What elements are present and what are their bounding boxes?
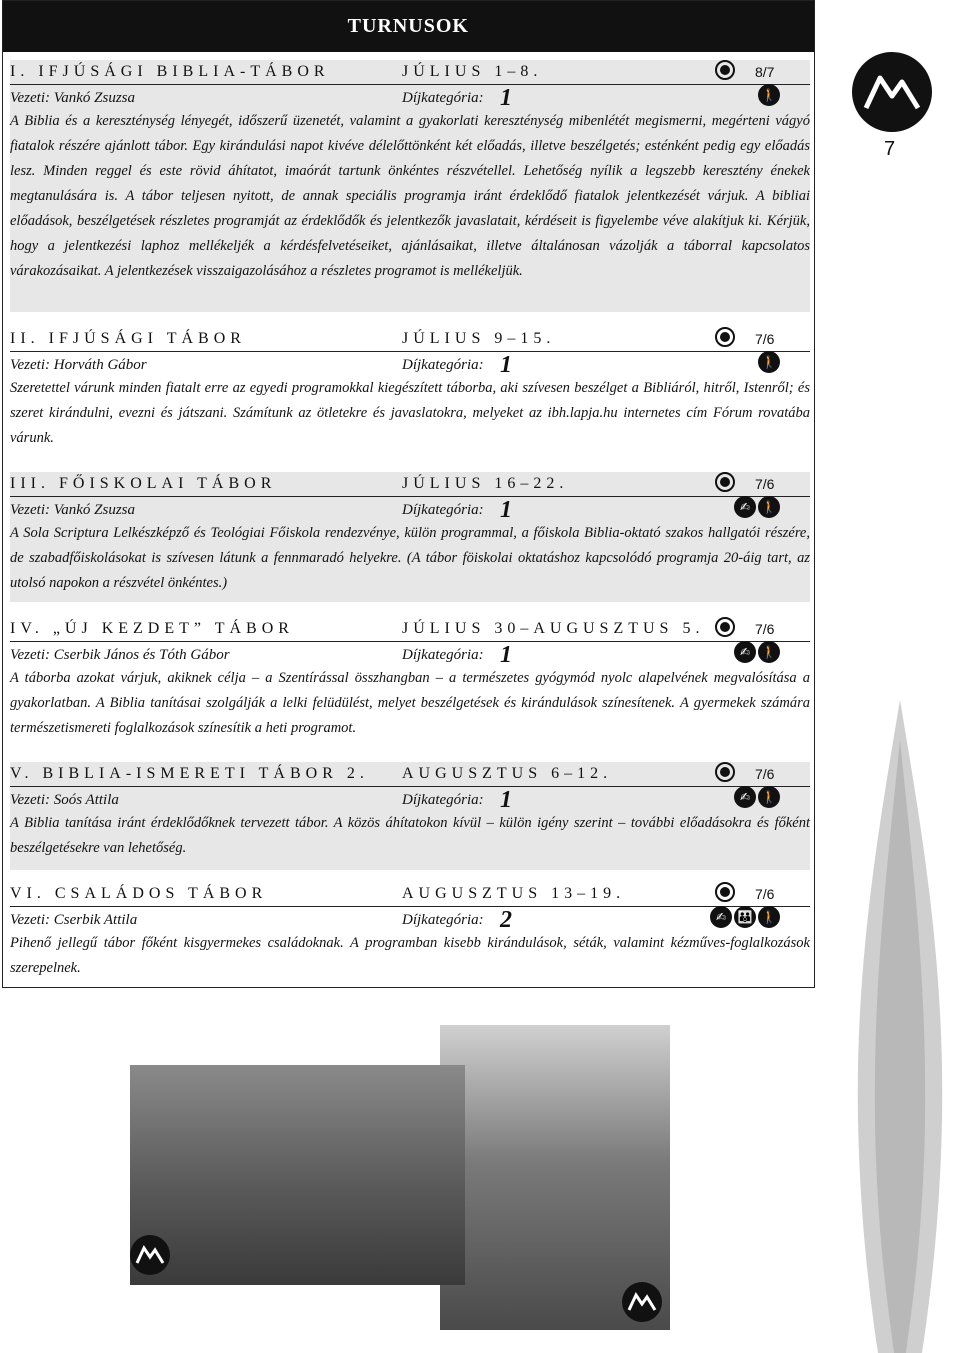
sun-icon: [715, 327, 735, 347]
section-meta: [10, 642, 810, 666]
activity-icons: [758, 84, 780, 106]
activity-icons: [710, 906, 780, 928]
category-label: Díjkategória:: [402, 647, 484, 663]
section-title: I. IFJÚSÁGI BIBLIA-TÁBOR: [10, 63, 330, 80]
section-date: JÚLIUS 9–15.: [402, 330, 556, 347]
activity-icons: [758, 351, 780, 373]
section-title: III. FŐISKOLAI TÁBOR: [10, 475, 277, 492]
section-header: [10, 617, 810, 642]
section-header: [10, 327, 810, 352]
section-title: VI. CSALÁDOS TÁBOR: [10, 885, 268, 902]
category-number: 1: [500, 787, 512, 813]
nights-count: 7/6: [755, 476, 775, 492]
section-header: [10, 762, 810, 787]
section-camp-3: [10, 472, 810, 602]
section-date: JÚLIUS 16–22.: [402, 475, 569, 492]
sun-icon: [715, 882, 735, 902]
leader: Vezeti: Vankó Zsuzsa: [10, 502, 135, 518]
category-label: Díjkategória:: [402, 912, 484, 928]
hiking-icon: 🚶: [758, 496, 780, 518]
sun-icon: [715, 762, 735, 782]
leader: Vezeti: Vankó Zsuzsa: [10, 90, 135, 106]
mountain-logo-icon: [852, 52, 932, 132]
section-date: AUGUSZTUS 13–19.: [402, 885, 626, 902]
lecture-icon: ✍: [734, 496, 756, 518]
sun-icon: [715, 617, 735, 637]
category-label: Díjkategória:: [402, 792, 484, 808]
section-header: [10, 882, 810, 907]
category-number: 1: [500, 642, 512, 668]
section-header: [10, 60, 810, 85]
section-title: II. IFJÚSÁGI TÁBOR: [10, 330, 246, 347]
activity-icons: [734, 786, 780, 808]
section-description: A Biblia és a kereszténység lényegét, időszerű üzenetét, valamint a gyakorlati kereszténység mibenlétét megismerni, megérteni vágyó fiatalok részére ajánlott tábor. Egy kirándulási napot kivéve délelőttönként két előadás, illetve beszélgetés; esténként pedig egy előadás lesz. Minden reggel és este rövid áhítatot, imaórát tartunk önkéntes részvétellel. Lehetőség nyílik a legszebb keresztény énekek megtanulására is. A tábor teljesen nyitott, de annak speciális programja iránt érdeklődő fiatalok jelentkezését várjuk. A bibliai előadások, beszélgetések részletes programját az érdeklődők és jelentkezők javaslatait, kérdéseit is figyelembe véve alakítjuk ki. Kérjük, hogy a jelentkezési laphoz mellékeljék a kérdésfelvetéseiket, ajánlásaikat, illetve általánosan vázolják a táborral kapcsolatos várakozásaikat. A jelentkezések visszaigazolásához a részletes programot is mellékeljük.: [10, 113, 810, 279]
leader: Vezeti: Cserbik Attila: [10, 912, 138, 928]
section-date: AUGUSZTUS 6–12.: [402, 765, 613, 782]
nights-count: 7/6: [755, 766, 775, 782]
hiking-icon: 🚶: [758, 84, 780, 106]
activity-icons: [734, 641, 780, 663]
hiking-icon: 🚶: [758, 786, 780, 808]
sun-icon: [715, 60, 735, 80]
section-description: A Sola Scriptura Lelkészképző és Teológiai Főiskola rendezvénye, külön programmal, a főiskola Biblia-oktató szakos hallgatói részére, de szabadfőiskolásokat is szívesen látunk a fennmaradó helyekre. (A tábor föiskolai oktatáshoz kapcsolódó programja 20-áig tart, az utolsó napokon a részvétel önkéntes.): [10, 525, 810, 591]
nights-count: 8/7: [755, 64, 775, 80]
lecture-icon: ✍: [734, 641, 756, 663]
mountain-logo-icon: [622, 1282, 662, 1322]
hiking-icon: 🚶: [758, 906, 780, 928]
page-number: 7: [884, 138, 896, 160]
section-camp-2: [10, 327, 810, 457]
section-date: JÚLIUS 30–AUGUSZTUS 5.: [402, 620, 705, 637]
photo-cabins: [440, 1025, 670, 1330]
category-number: 1: [500, 85, 512, 111]
photo-cottages: [130, 1065, 465, 1285]
family-icon: 👪: [734, 906, 756, 928]
hiking-icon: 🚶: [758, 351, 780, 373]
section-description: A Biblia tanítása iránt érdeklődőknek tervezett tábor. A közös áhítatokon kívül – külön igény szerint – további előadásokra és főként beszélgetésekre van lehetőség.: [10, 815, 810, 856]
hiking-icon: 🚶: [758, 641, 780, 663]
section-camp-6: [10, 882, 810, 982]
section-description: Pihenő jellegű tábor főként kisgyermekes családoknak. A programban kisebb kirándulások, séták, valamint kézműves-foglalkozások szerepelnek.: [10, 935, 810, 976]
category-label: Díjkategória:: [402, 90, 484, 106]
section-camp-4: [10, 617, 810, 747]
section-meta: [10, 352, 810, 376]
leader: Vezeti: Soós Attila: [10, 792, 119, 808]
section-date: JÚLIUS 1–8.: [402, 63, 543, 80]
category-number: 1: [500, 497, 512, 523]
leader: Vezeti: Horváth Gábor: [10, 357, 147, 373]
section-header: [10, 472, 810, 497]
section-title: IV. „ÚJ KEZDET” TÁBOR: [10, 620, 294, 637]
category-label: Díjkategória:: [402, 502, 484, 518]
nights-count: 7/6: [755, 331, 775, 347]
nights-count: 7/6: [755, 621, 775, 637]
activity-icons: [734, 496, 780, 518]
lecture-icon: ✍: [734, 786, 756, 808]
leader: Vezeti: Cserbik János és Tóth Gábor: [10, 647, 230, 663]
lecture-icon: ✍: [710, 906, 732, 928]
category-number: 2: [500, 907, 512, 933]
category-label: Díjkategória:: [402, 357, 484, 373]
section-meta: [10, 787, 810, 811]
section-meta: [10, 907, 810, 931]
section-camp-1: [10, 60, 810, 312]
section-description: A táborba azokat várjuk, akiknek célja – a Szentírással összhangban – a természetes gyógymód nyolc alapelvének megvalósítása a gyakorlatban. A Biblia tanításai szolgálják a lelki felüdülést, melyet beszélgetések és kirándulások színesítenek. A gyermekek számára természetismereti foglalkozások színesítik a heti programot.: [10, 670, 810, 736]
category-number: 1: [500, 352, 512, 378]
nights-count: 7/6: [755, 886, 775, 902]
page-title: TURNUSOK: [347, 15, 469, 37]
section-camp-5: [10, 762, 810, 870]
section-meta: [10, 85, 810, 109]
cypress-tree-illustration: [850, 700, 950, 1353]
section-description: Szeretettel várunk minden fiatalt erre az egyedi programokkal kiegészített táborba, aki szívesen beszélget a Bibliáról, hitről, Istenről; és szeret kirándulni, evezni és játszani. Számítunk az ötletekre és javaslatokra, melyeket az ibh.lapja.hu internetes cím Fórum rovatába várunk.: [10, 380, 810, 446]
section-meta: [10, 497, 810, 521]
section-title: V. BIBLIA-ISMERETI TÁBOR 2.: [10, 765, 369, 782]
mountain-logo-icon: [130, 1235, 170, 1275]
sun-icon: [715, 472, 735, 492]
